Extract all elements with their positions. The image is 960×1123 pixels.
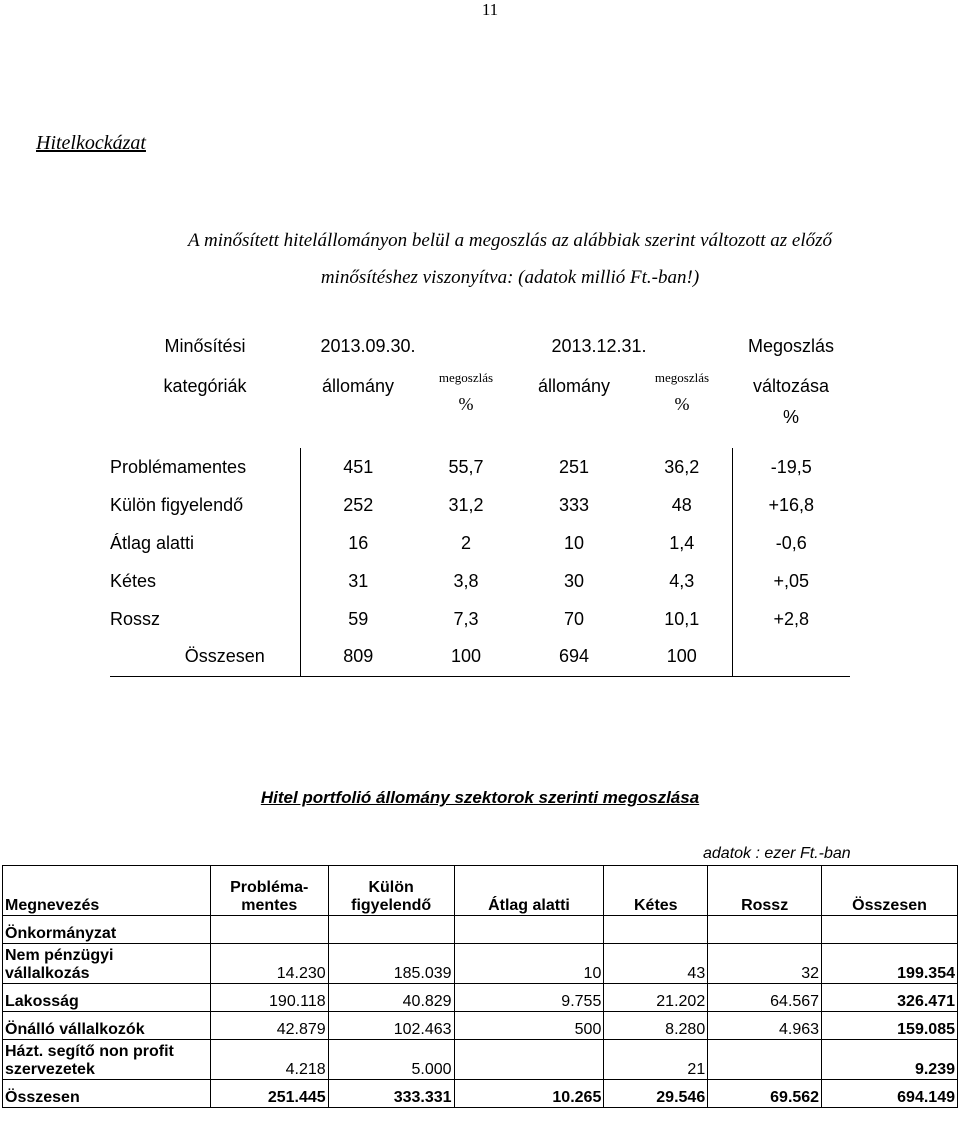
- cell-v1: 4.218: [210, 1040, 328, 1080]
- cell-name: Nem pénzügyi vállalkozás: [3, 944, 211, 984]
- header-megoszlas-2: megoszlás %: [654, 370, 710, 414]
- header-change-l1: Megoszlás: [747, 336, 835, 356]
- header-name: Megnevezés: [3, 866, 211, 916]
- cell-v5: [708, 916, 822, 944]
- cell-a2: 251: [558, 456, 590, 477]
- cell-v2: 333.331: [328, 1080, 454, 1108]
- cell-m1: 3,8: [453, 570, 479, 591]
- table-row: [3, 1012, 958, 1040]
- cell-chg: -0,6: [732, 524, 850, 562]
- cell-a1: 31: [348, 570, 369, 591]
- header-date-1: 2013.09.30.: [320, 336, 416, 356]
- cell-v4: 21: [604, 1040, 708, 1080]
- cell-v2: 102.463: [328, 1012, 454, 1040]
- cell-v4: 29.546: [604, 1080, 708, 1108]
- cell-name: Önkormányzat: [3, 916, 211, 944]
- cell-v6: 159.085: [822, 1012, 958, 1040]
- unit-note: adatok : ezer Ft.-ban: [703, 845, 851, 862]
- cell-v6: 694.149: [822, 1080, 958, 1108]
- cell-m2: 36,2: [664, 456, 700, 477]
- cell-name: Házt. segítő non profit szervezetek: [3, 1040, 211, 1080]
- rating-distribution-table: [110, 336, 850, 677]
- sector-portfolio-table: [2, 865, 958, 1108]
- header-watch: Külön figyelendő: [328, 866, 454, 916]
- cell-v5: 64.567: [708, 984, 822, 1012]
- table-row: [3, 944, 958, 984]
- cell-v6: 326.471: [822, 984, 958, 1012]
- table-row: [110, 562, 850, 600]
- cell-v5: 32: [708, 944, 822, 984]
- cell-v2: 40.829: [328, 984, 454, 1012]
- header-bad: Rossz: [708, 866, 822, 916]
- table-row: [3, 1080, 958, 1108]
- cell-name: Összesen: [3, 1080, 211, 1108]
- header-change-l2: változása %: [752, 376, 830, 427]
- intro-line-1: A minősített hitelállományon belül a megoszlás az alábbiak szerint változott az előző: [187, 230, 833, 251]
- cell-v1: 14.230: [210, 944, 328, 984]
- page-number: 11: [481, 0, 499, 19]
- table-row: [3, 916, 958, 944]
- cell-v3: 10: [454, 944, 604, 984]
- table-row: [110, 448, 850, 486]
- cell-chg: +,05: [732, 562, 850, 600]
- cell-v6: 199.354: [822, 944, 958, 984]
- cell-m1: 55,7: [448, 456, 484, 477]
- cell-label: Rossz: [110, 600, 300, 638]
- cell-a2: 694: [516, 638, 632, 676]
- header-date-2: 2013.12.31.: [551, 336, 647, 356]
- cell-v3: 500: [454, 1012, 604, 1040]
- cell-label: Összesen: [110, 638, 300, 676]
- cell-v6: [822, 916, 958, 944]
- cell-m2: 10,1: [664, 608, 700, 629]
- cell-v4: 21.202: [604, 984, 708, 1012]
- cell-m1: 100: [416, 638, 516, 676]
- cell-label: Problémamentes: [110, 448, 300, 486]
- cell-v4: [604, 916, 708, 944]
- cell-v5: 4.963: [708, 1012, 822, 1040]
- header-allomany-2: állomány: [537, 376, 611, 396]
- cell-v3: [454, 916, 604, 944]
- cell-name: Önálló vállalkozók: [3, 1012, 211, 1040]
- cell-a1: 252: [343, 494, 374, 515]
- header-substandard: Átlag alatti: [454, 866, 604, 916]
- cell-a2: 70: [563, 608, 585, 629]
- header-megoszlas-1: megoszlás %: [438, 370, 494, 414]
- cell-a1: 59: [348, 608, 369, 629]
- cell-v5: [708, 1040, 822, 1080]
- cell-v2: 5.000: [328, 1040, 454, 1080]
- cell-label: Kétes: [110, 562, 300, 600]
- cell-m2: 48: [671, 494, 692, 515]
- header-category-l1: Minősítési: [164, 336, 246, 356]
- cell-v4: 43: [604, 944, 708, 984]
- cell-v3: 9.755: [454, 984, 604, 1012]
- cell-a2: 10: [563, 532, 585, 553]
- cell-m2: 1,4: [669, 532, 695, 553]
- cell-m2: 4,3: [669, 570, 695, 591]
- cell-a1: 451: [343, 456, 374, 477]
- table-row: [110, 486, 850, 524]
- portfolio-table-title: Hitel portfolió állomány szektorok szerinti megoszlása: [260, 788, 700, 807]
- cell-label: Átlag alatti: [110, 524, 300, 562]
- table-row: [3, 1040, 958, 1080]
- header-allomany-1: állomány: [321, 376, 395, 396]
- cell-v3: 10.265: [454, 1080, 604, 1108]
- header-category-l2: kategóriák: [163, 376, 247, 396]
- header-problem-free: Probléma- mentes: [210, 866, 328, 916]
- cell-v1: [210, 916, 328, 944]
- cell-chg: +2,8: [732, 600, 850, 638]
- cell-chg: +16,8: [732, 486, 850, 524]
- cell-m2: 100: [632, 638, 732, 676]
- cell-a2: 30: [563, 570, 585, 591]
- cell-v1: 251.445: [210, 1080, 328, 1108]
- table-row: [3, 984, 958, 1012]
- cell-v5: 69.562: [708, 1080, 822, 1108]
- cell-m1: 31,2: [448, 494, 484, 515]
- intro-line-2: minősítéshez viszonyítva: (adatok millió Ft.-ban!): [320, 267, 700, 288]
- header-total: Összesen: [822, 866, 958, 916]
- cell-v3: [454, 1040, 604, 1080]
- table-row: [110, 524, 850, 562]
- cell-chg: [732, 638, 850, 676]
- table-row: [110, 638, 850, 676]
- cell-name: Lakosság: [3, 984, 211, 1012]
- cell-v2: 185.039: [328, 944, 454, 984]
- table-row: [110, 600, 850, 638]
- header-doubtful: Kétes: [604, 866, 708, 916]
- cell-a1: 16: [348, 532, 369, 553]
- cell-v4: 8.280: [604, 1012, 708, 1040]
- cell-v6: 9.239: [822, 1040, 958, 1080]
- cell-m1: 7,3: [453, 608, 479, 629]
- cell-a1: 809: [300, 638, 416, 676]
- cell-v1: 190.118: [210, 984, 328, 1012]
- section-title: Hitelkockázat: [36, 132, 146, 154]
- cell-chg: -19,5: [732, 448, 850, 486]
- cell-m1: 2: [460, 532, 471, 553]
- cell-v1: 42.879: [210, 1012, 328, 1040]
- cell-label: Külön figyelendő: [110, 486, 300, 524]
- cell-a2: 333: [558, 494, 590, 515]
- cell-v2: [328, 916, 454, 944]
